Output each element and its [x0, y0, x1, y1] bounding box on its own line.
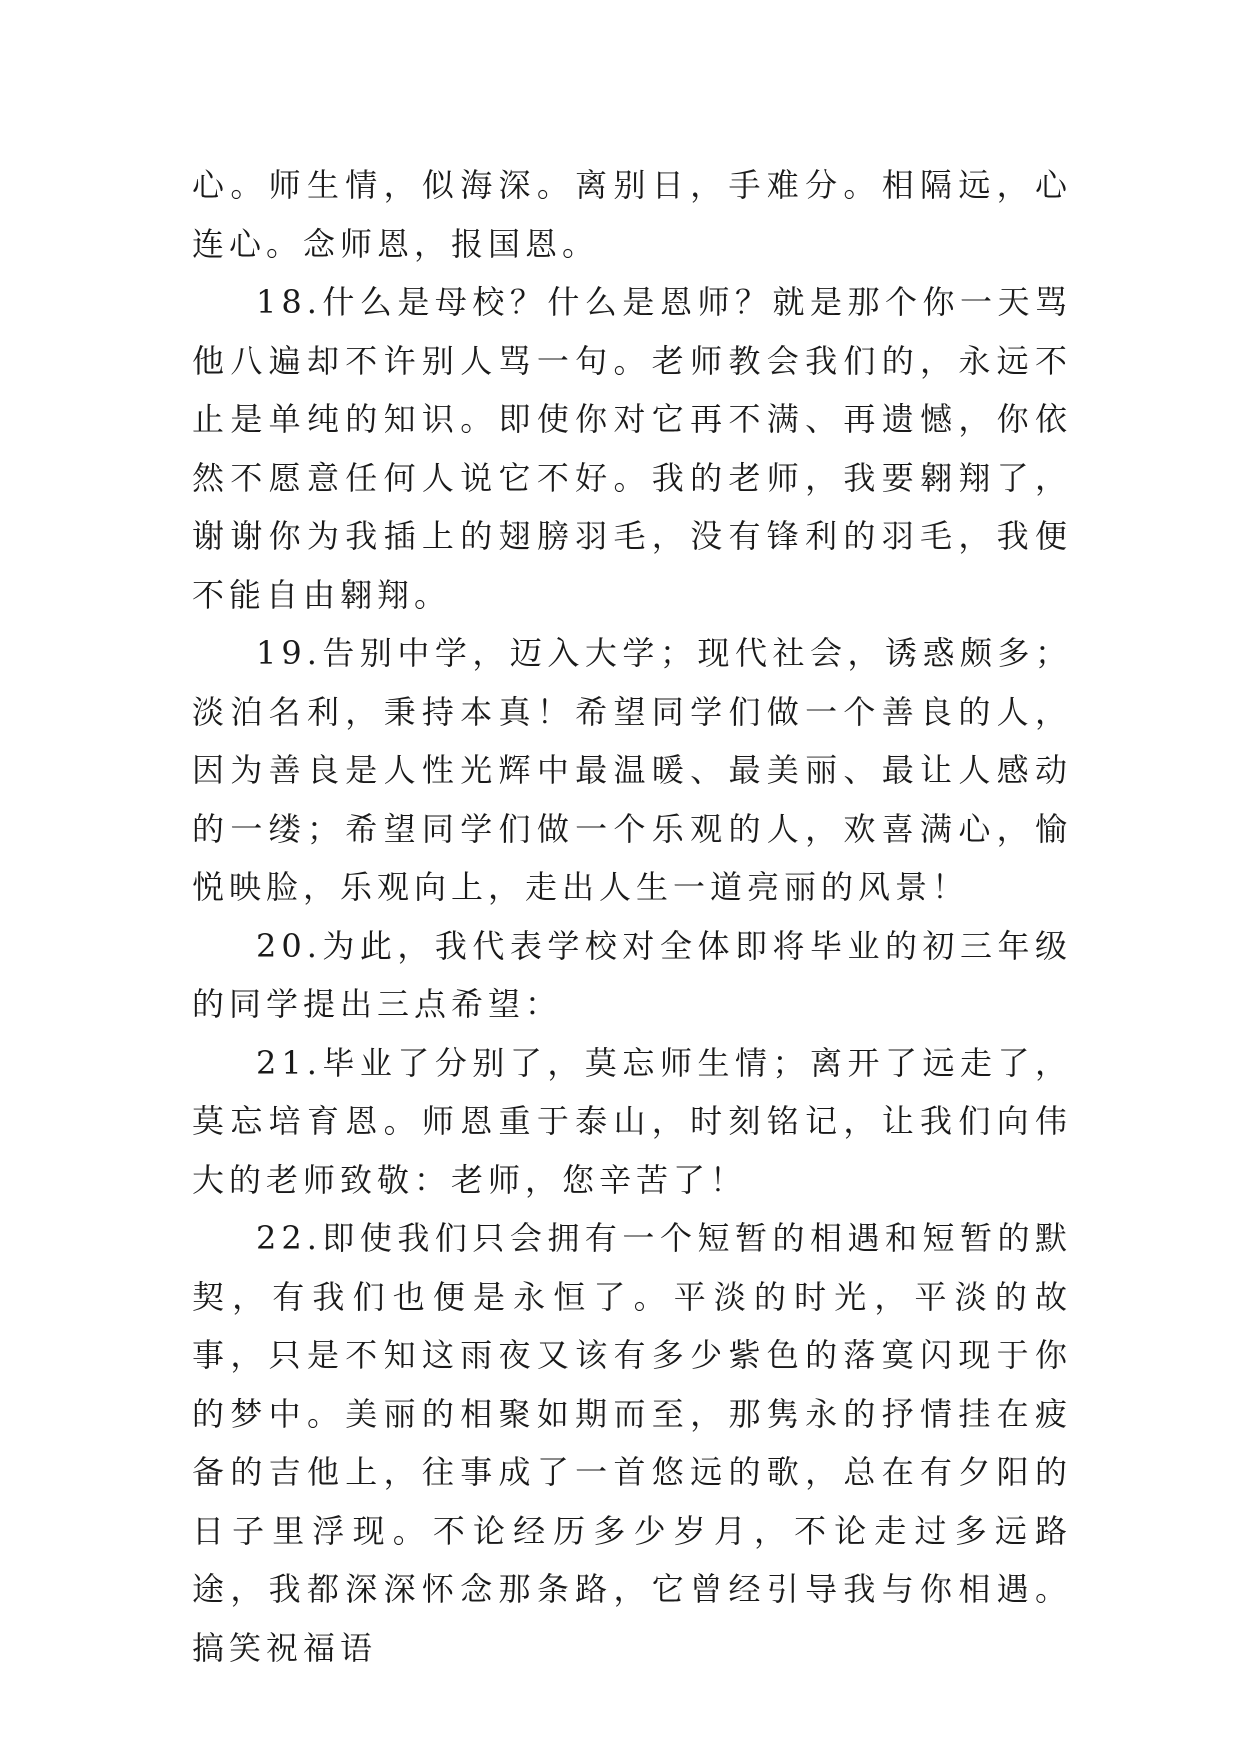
paragraph-22: 22.即使我们只会拥有一个短暂的相遇和短暂的默契，有我们也便是永恒了。平淡的时光，平淡的故事，只是不知这雨夜又该有多少紫色的落寞闪现于你的梦中。美丽的相聚如期而至，那隽永的抒情挂在疲备的吉他上，往事成了一首悠远的歌，总在有夕阳的日子里浮现。不论经历多少岁月，不论走过多远路途，我都深深怀念那条路，它曾经引导我与你相遇。搞笑祝福语 — [192, 1219, 1072, 1667]
document-body — [192, 156, 1072, 1677]
paragraph-21: 21.毕业了分别了，莫忘师生情；离开了远走了，莫忘培育恩。师恩重于泰山，时刻铭记，让我们向伟大的老师致敬：老师，您辛苦了！ — [192, 1043, 1072, 1199]
paragraph-20: 20.为此，我代表学校对全体即将毕业的初三年级的同学提出三点希望： — [192, 926, 1072, 1023]
paragraph-continued: 心。师生情，似海深。离别日，手难分。相隔远，心连心。念师恩，报国恩。 — [192, 166, 1072, 263]
paragraph-19: 19.告别中学，迈入大学；现代社会，诱惑颇多；淡泊名利，秉持本真！希望同学们做一个善良的人，因为善良是人性光辉中最温暖、最美丽、最让人感动的一缕；希望同学们做一个乐观的人，欢喜满心，愉悦映脸，乐观向上，走出人生一道亮丽的风景！ — [192, 634, 1072, 906]
paragraph-18: 18.什么是母校？什么是恩师？就是那个你一天骂他八遍却不许别人骂一句。老师教会我们的，永远不止是单纯的知识。即使你对它再不满、再遗憾，你依然不愿意任何人说它不好。我的老师，我要翱翔了，谢谢你为我插上的翅膀羽毛，没有锋利的羽毛，我便不能自由翱翔。 — [192, 283, 1072, 614]
